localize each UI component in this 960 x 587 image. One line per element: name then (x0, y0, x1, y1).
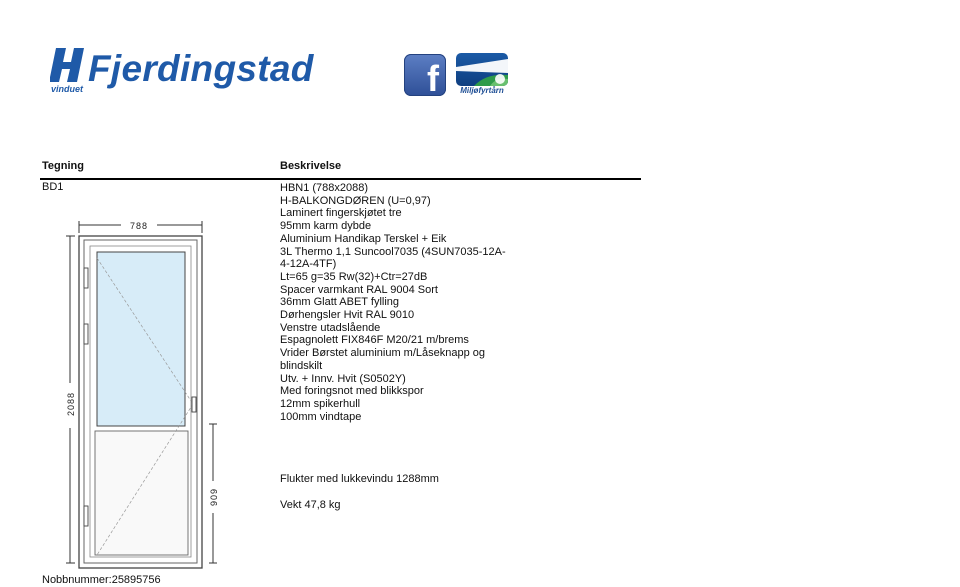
company-tagline: vinduet (51, 84, 84, 94)
door-drawing (60, 218, 230, 570)
description-line: Venstre utadslående (280, 321, 381, 334)
description-line: Vrider Børstet aluminium m/Låseknapp og blindskilt (280, 347, 486, 372)
description-line: H-BALKONGDØREN (U=0,97) (280, 194, 431, 207)
description-line: 3L Thermo 1,1 Suncool7035 (4SUN7035-12A-4-12A-4TF) (280, 245, 506, 271)
lighthouse-icon (456, 53, 508, 86)
description-line: Med foringsnot med blikkspor (280, 385, 424, 398)
flush-note: Flukter med lukkevindu 1288mm (280, 473, 439, 486)
description-line: Aluminium Handikap Terskel + Eik (280, 232, 447, 245)
description-column-header: Beskrivelse (280, 160, 342, 172)
part-number: Nobbnummer:25895756 (42, 574, 161, 586)
description-line: Spacer varmkant RAL 9004 Sort (280, 283, 438, 296)
miljofyrtarn-label: Miljøfyrtårn (460, 86, 504, 95)
item-description (280, 182, 510, 512)
description-line: Laminert fingerskjøtet tre (280, 207, 402, 220)
description-line: Utv. + Innv. Hvit (S0502Y) (280, 372, 406, 385)
description-line: Lt=65 g=35 Rw(32)+Ctr=27dB (280, 270, 428, 283)
panel-dimension-label: 909 (209, 487, 219, 507)
door-glass (97, 252, 185, 426)
description-line: Dørhengsler Hvit RAL 9010 (280, 309, 415, 322)
drawing-column-header: Tegning (42, 160, 84, 172)
facebook-icon[interactable]: f (404, 54, 446, 96)
height-dimension-label: 2088 (66, 391, 76, 417)
company-name: Fjerdingstad (88, 48, 314, 89)
description-line: 12mm spikerhull (280, 397, 361, 410)
company-logo (50, 46, 335, 96)
header-divider (40, 178, 641, 180)
description-line: HBN1 (788x2088) (280, 182, 369, 194)
door-handle-icon (192, 397, 196, 412)
width-dimension-label: 788 (129, 221, 149, 231)
description-line: 36mm Glatt ABET fylling (280, 296, 400, 309)
description-line: Espagnolett FIX846F M20/21 m/brems (280, 334, 469, 347)
description-line: 95mm karm dybde (280, 220, 372, 233)
description-line: 100mm vindtape (280, 410, 362, 423)
weight-note: Vekt 47,8 kg (280, 499, 341, 512)
miljofyrtarn-logo (456, 53, 508, 97)
item-code: BD1 (42, 181, 64, 193)
